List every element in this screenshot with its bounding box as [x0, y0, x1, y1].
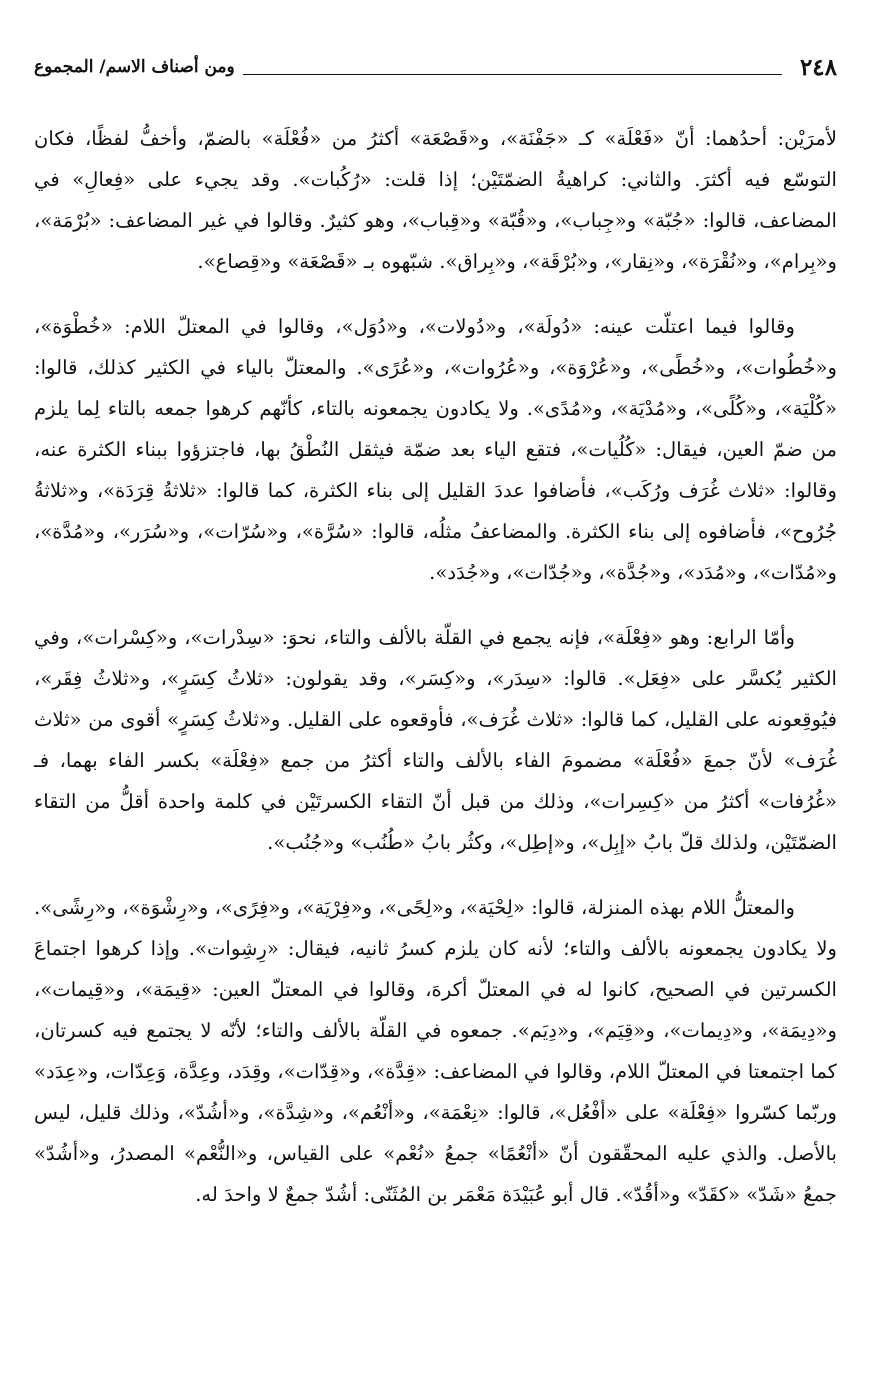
running-title: ومن أصناف الاسم/ المجموع — [34, 57, 235, 77]
paragraph-3: وأمّا الرابع: وهو «فِعْلَة»، فإنه يجمع في القلّة بالألف والتاء، نحوَ: «سِدْرات»، و«كِسْرات»، وفي الكثير يُكسَّر على «فِعَل». قالوا: «سِدَر»، و«كِسَر»، وقد يقولون: «ثلاثُ كِسَرٍ»، و«ثلاثُ فِقَر»، فيُوقِعونه على القليل، كما قالوا: «ثلاث غُرَف»، فأوقعوه على القليل. و«ثلاثُ كِسَرٍ» أقوى من «ثلاث غُرَف» لأنّ جمعَ «فُعْلَة» مضمومَ الفاء بالألف والتاء أكثرُ من جمع «فِعْلَة» بكسر الفاء بهما، فـ «غُرُفات» أكثرُ من «كِسِرات»، وذلك من قبل أنّ التقاء الكسرتَيْن في كلمة واحدة أقلُّ من التقاء الضمّتَيْن، ولذلك قلّ بابُ «إبِل»، و«إطِل»، وكثُر بابُ «طُنُب» و«جُنُب». — [34, 626, 837, 854]
paragraph-1: لأمرَيْن: أحدُهما: أنّ «فَعْلَة» كـ «جَفْنَة»، و«قَصْعَة» أكثرُ من «فُعْلَة» بالضمّ، وأخفُّ لفظًا، فكان التوسّع فيه أكثرَ. والثاني: كراهيةُ الضمّتَيْن؛ إذا قلت: «رُكُبات». وقد يجيء على «فِعالِ» في المضاعف، قالوا: «جُبّة» و«جِباب»، و«قُبّة» و«قِباب»، وهو كثيرٌ. وقالوا في غير المضاعف: «بُرْمَة»، و«بِرام»، و«نُقْرَة»، و«نِقار»، و«بُرْقَة»، و«بِراق». شبّهوه بـ «قَصْعَة» و«قِصاع». — [34, 127, 837, 273]
page-header — [34, 50, 837, 84]
page-number: ٢٤٨ — [799, 53, 837, 81]
paragraph-2: وقالوا فيما اعتلّت عينه: «دُولَة»، و«دُولات»، و«دُوَل»، وقالوا في المعتلّ اللام: «خُطْوَة»، و«خُطُوات»، و«خُطًى»، و«عُرْوَة»، و«عُرُوات»، و«عُرًى». والمعتلّ بالياء في الكثير كذلك، قالوا: «كُلْيَة»، و«كُلًى»، و«مُدْيَة»، و«مُدًى». ولا يكادون يجمعونه بالتاء، كأنّهم كرهوا جمعه بالتاء لِما يلزم من ضمّ العين، فيقال: «كُلُيات»، فتقع الياء بعد ضمّة فيثقل النُطْقُ بها، فاجتزؤوا ببناء الكثرة عنه، وقالوا: «ثلاث غُرَف ورُكَب»، فأضافوا عددَ القليل إلى بناء الكثرة، كما قالوا: «ثلاثةُ قِرَدَة»، و«ثلاثةُ جُرُوح»، فأضافوه إلى بناء الكثرة. والمضاعفُ مثلُه، قالوا: «سُرَّة»، و«سُرّات»، و«سُرَر»، و«مُدَّة»، و«مُدّات»، و«مُدَد»، و«جُدَّة»، و«جُدّات»، و«جُدَد». — [34, 315, 837, 584]
paragraph-4: والمعتلُّ اللام بهذه المنزلة، قالوا: «لِحْيَة»، و«لِحًى»، و«فِرْيَة»، و«فِرًى»، و«رِشْوَة»، و«رِشًى». ولا يكادون يجمعونه بالألف والتاء؛ لأنه كان يلزم كسرُ ثانيه، فيقال: «رِشِوات». وإذا كرهوا اجتماعَ الكسرتين في الصحيح، كانوا له في المعتلّ أكرهَ، وقالوا في المعتلّ العين: «قِيمَة»، و«قِيمات»، و«دِيمَة»، و«دِيمات»، و«قِيَم»، و«دِيَم». جمعوه في القلّة بالألف والتاء؛ لأنّه لا يجتمع فيه كسرتان، كما اجتمعتا في المعتلّ اللام، وقالوا في المضاعف: «قِدَّة»، و«قِدّات»، وقِدَد، وعِدَّة، وَعِدّات، و«عِدَد» وربّما كسّروا «فِعْلَة» على «أفْعُل»، قالوا: «نِعْمَة»، و«أنْعُم»، و«شِدَّة»، و«أشُدّ»، وذلك قليل، ليس بالأصل. والذي عليه المحقّقون أنّ «أنْعُمًا» جمعُ «نُعْم» على القياس، و«النُّعْم» المصدرُ، و«أشُدّ» جمعُ «شَدّ» «كقَدّ» و«أقُدّ». قال أبو عُبَيْدَة مَعْمَر بن المُثَنّى: أشُدّ جمعٌ لا واحدَ له. — [34, 896, 837, 1206]
header-rule — [243, 74, 782, 75]
page-body — [34, 118, 837, 1356]
